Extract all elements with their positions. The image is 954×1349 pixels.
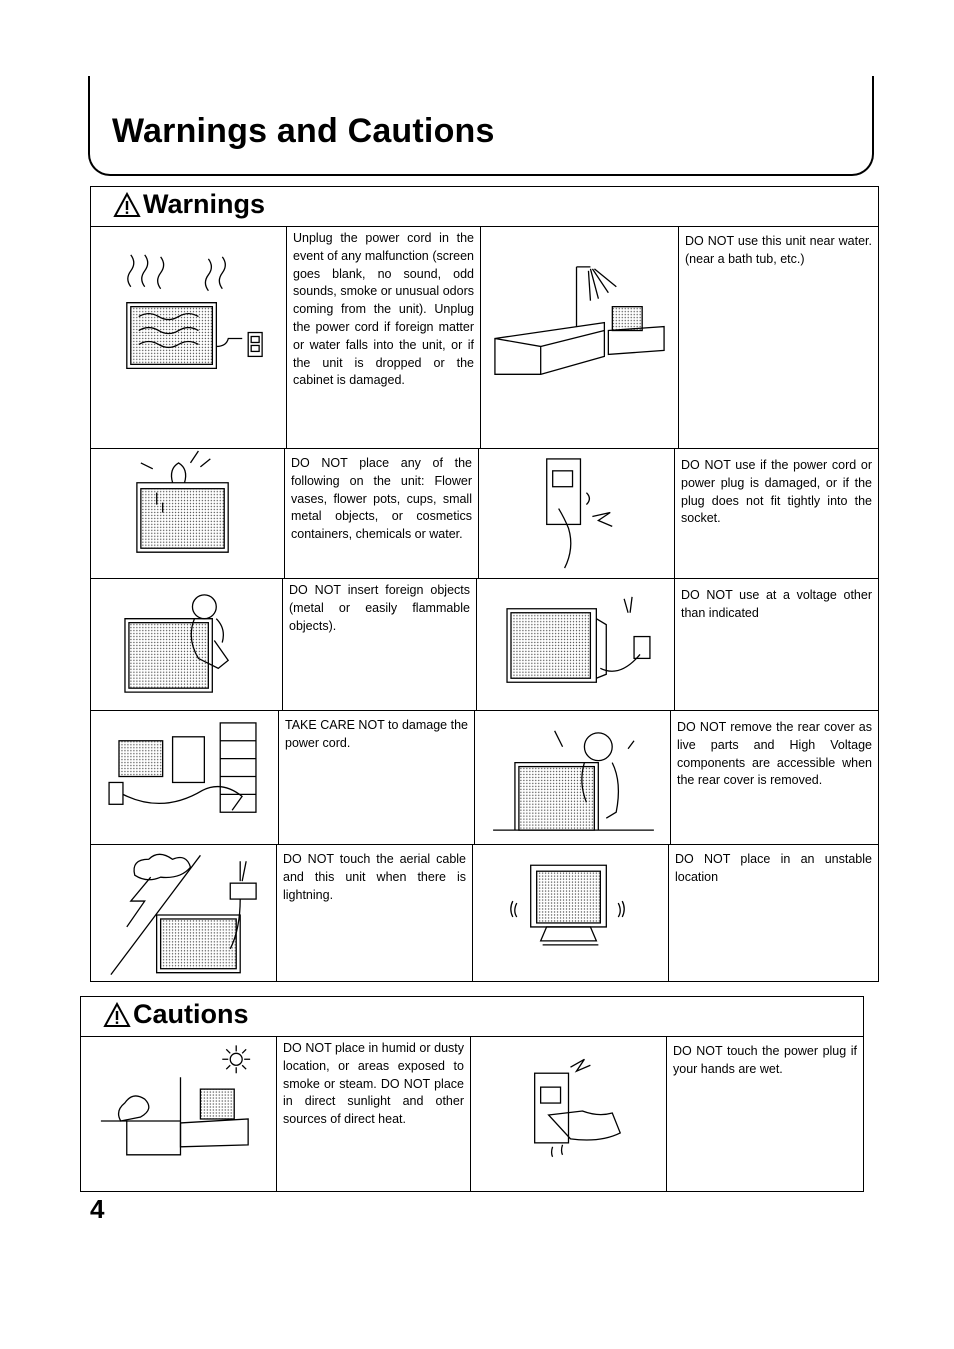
warning-row-4 <box>91 711 878 845</box>
caution-illustration-wet-hands <box>471 1037 667 1191</box>
caution-text: DO NOT place in humid or dusty location, or areas exposed to smoke or steam. DO NOT place in direct sunlight and other sources of direct heat. <box>283 1041 464 1127</box>
warning-text-lightning <box>277 845 473 981</box>
warning-text-voltage <box>675 579 878 710</box>
caution-text-humid <box>277 1037 471 1191</box>
warnings-section <box>90 186 879 982</box>
wet-hands-plug-icon <box>471 1037 666 1191</box>
tv-voltage-icon <box>477 579 674 710</box>
cautions-header <box>81 997 863 1037</box>
warning-row-5 <box>91 845 878 981</box>
warning-text-foreign-objects <box>283 579 477 710</box>
warning-text: DO NOT touch the aerial cable and this unit when there is lightning. <box>283 852 466 902</box>
caution-text: DO NOT touch the power plug if your hands are wet. <box>673 1044 857 1076</box>
caution-text-wet-hands <box>667 1037 863 1191</box>
warning-row-2 <box>91 449 878 579</box>
warning-illustration-voltage <box>477 579 675 710</box>
warning-triangle-icon <box>113 192 141 218</box>
warning-illustration-power-cord <box>91 711 279 844</box>
vase-on-tv-icon <box>91 449 284 578</box>
warning-illustration-lightning <box>91 845 277 981</box>
caution-illustration-humid <box>81 1037 277 1191</box>
cautions-section <box>80 996 864 1192</box>
tilting-tv-icon <box>473 845 668 981</box>
warning-illustration-water <box>481 227 679 448</box>
warning-illustration-unstable <box>473 845 669 981</box>
page-number: 4 <box>90 1194 105 1224</box>
warning-text: DO NOT use this unit near water. (near a bath tub, etc.) <box>685 234 872 266</box>
warning-text-power-cord <box>279 711 475 844</box>
warning-illustration-rear-cover <box>475 711 671 844</box>
warning-text-unstable <box>669 845 878 981</box>
smoking-tv-icon <box>91 227 286 448</box>
warnings-header <box>91 187 878 227</box>
warning-text-damaged-plug <box>675 449 878 578</box>
warning-illustration-malfunction <box>91 227 287 448</box>
warning-text-objects-on-top <box>285 449 479 578</box>
warning-text: DO NOT use if the power cord or power plug is damaged, or if the plug does not fit tightly into the socket. <box>681 458 872 526</box>
warning-text: DO NOT use at a voltage other than indicated <box>681 588 872 620</box>
warning-illustration-objects-on-top <box>91 449 285 578</box>
lightning-tv-icon <box>91 845 276 981</box>
warning-triangle-icon <box>103 1002 131 1028</box>
warning-illustration-foreign-objects <box>91 579 283 710</box>
page-title: Warnings and Cautions <box>112 112 495 150</box>
warning-illustration-damaged-plug <box>479 449 675 578</box>
warning-text: DO NOT remove the rear cover as live parts and High Voltage components are accessible when the rear cover is removed. <box>677 720 872 788</box>
warning-text: DO NOT place any of the following on the unit: Flower vases, flower pots, cups, small metal objects, or cosmetics containers, chemicals or water. <box>291 456 472 542</box>
warning-text: TAKE CARE NOT to damage the power cord. <box>285 718 468 750</box>
warning-row-1 <box>91 227 878 449</box>
kitchen-tv-icon <box>81 1037 276 1191</box>
warning-text-rear-cover <box>671 711 878 844</box>
warning-text-water <box>679 227 878 448</box>
cautions-heading <box>103 999 249 1030</box>
cautions-heading-label: Cautions <box>133 999 249 1029</box>
warning-text: Unplug the power cord in the event of any malfunction (screen goes blank, no sound, odd sounds, smoke or unusual odors coming from the unit). Unplug the power cord if foreign matter or water falls into the unit, or if the unit is dropped or the cabinet is damaged. <box>293 231 474 388</box>
warning-row-3 <box>91 579 878 711</box>
warning-text: DO NOT insert foreign objects (metal or easily flammable objects). <box>289 583 470 633</box>
caution-row-1 <box>81 1037 863 1191</box>
bathtub-tv-icon <box>481 227 678 448</box>
wall-socket-icon <box>479 449 674 578</box>
damaged-cord-icon <box>91 711 278 844</box>
warnings-heading <box>113 189 265 220</box>
warnings-heading-label: Warnings <box>143 189 266 219</box>
man-behind-tv-icon <box>475 711 670 844</box>
warning-text: DO NOT place in an unstable location <box>675 852 872 884</box>
child-with-tv-icon <box>91 579 282 710</box>
warning-text-malfunction <box>287 227 481 448</box>
